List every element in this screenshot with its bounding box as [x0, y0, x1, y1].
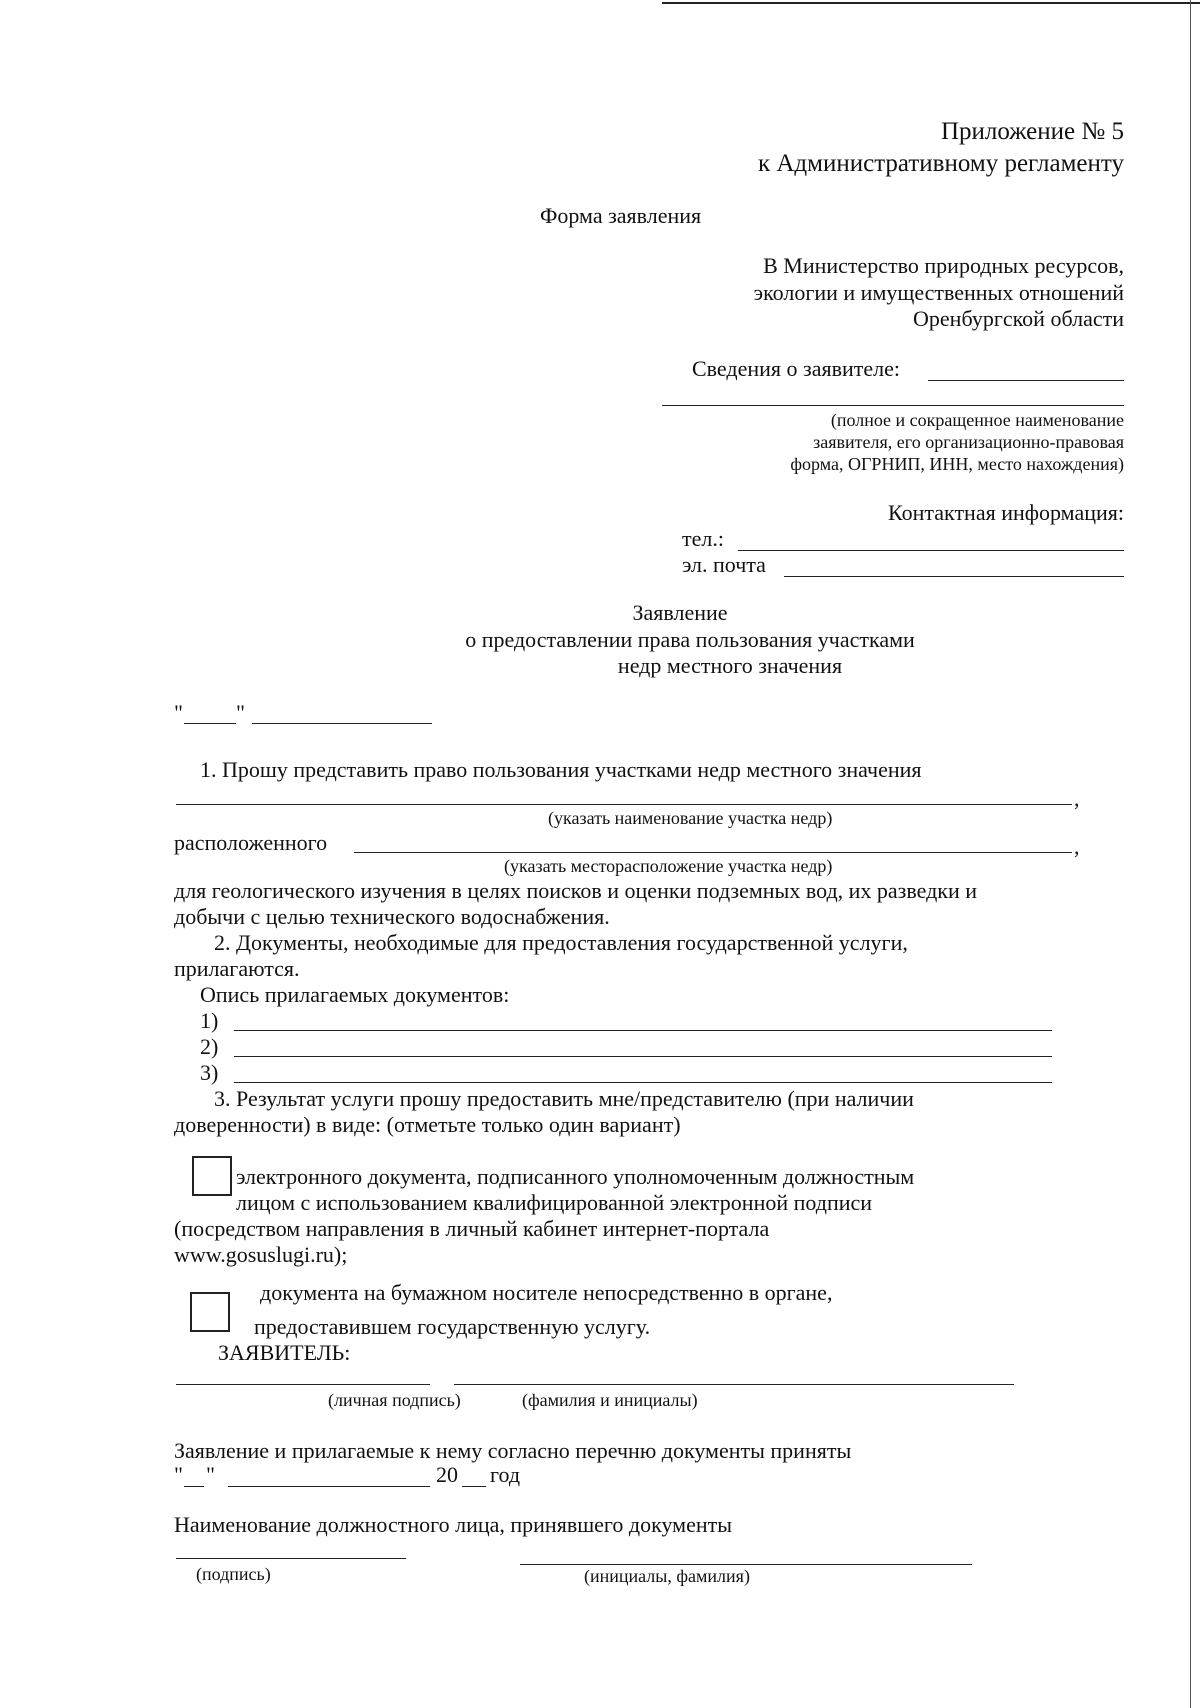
- date-day-line[interactable]: [184, 723, 236, 724]
- doc-line-3[interactable]: [234, 1082, 1052, 1083]
- official-signature-hint: (подпись): [196, 1564, 271, 1584]
- located-label: расположенного: [174, 830, 328, 855]
- accepted-day-line[interactable]: [184, 1486, 204, 1487]
- inventory-label: Опись прилагаемых документов:: [200, 982, 510, 1007]
- contact-label: Контактная информация:: [888, 500, 1124, 525]
- date-quote-open: ": [174, 700, 183, 725]
- top-border-line: [662, 2, 1200, 4]
- accepted-year-suffix: год: [490, 1462, 521, 1487]
- doc-number-3: 3): [200, 1060, 219, 1085]
- statement-title: Заявление: [632, 600, 728, 625]
- item1-text: 1. Прошу представить право пользования участками недр местного значения: [200, 757, 922, 782]
- purpose-line2: добычи с целью технического водоснабжения.: [174, 904, 610, 929]
- applicant-name-line[interactable]: [454, 1384, 1014, 1385]
- site-location-hint: (указать месторасположение участка недр): [504, 856, 833, 876]
- official-signature-line[interactable]: [176, 1558, 406, 1559]
- item1-comma1: ,: [1074, 786, 1080, 811]
- official-name-hint: (инициалы, фамилия): [584, 1566, 750, 1586]
- item2-text-line1: 2. Документы, необходимые для предоставления государственной услуги,: [214, 930, 908, 955]
- paper-option-checkbox[interactable]: [190, 1292, 230, 1332]
- accepted-text: Заявление и прилагаемые к нему согласно перечню документы приняты: [174, 1438, 852, 1463]
- email-field-line[interactable]: [784, 576, 1124, 577]
- applicant-signature-label: ЗАЯВИТЕЛЬ:: [218, 1340, 351, 1365]
- official-name-line[interactable]: [520, 1564, 972, 1565]
- paper-option-line1: документа на бумажном носителе непосредственно в органе,: [260, 1280, 833, 1305]
- email-label: эл. почта: [682, 552, 766, 577]
- purpose-line1: для геологического изучения в целях поисков и оценки подземных вод, их разведки и: [174, 878, 978, 903]
- statement-subtitle-line2: недр местного значения: [617, 653, 843, 678]
- site-location-line[interactable]: [354, 852, 1072, 853]
- statement-subtitle-line1: о предоставлении права пользования участками: [465, 627, 915, 652]
- site-name-line[interactable]: [176, 804, 1072, 805]
- accepted-quote-open: ": [174, 1462, 183, 1487]
- accepted-quote-close: ": [206, 1462, 215, 1487]
- accepted-year: 20: [436, 1462, 458, 1487]
- applicant-name-hint: (фамилия и инициалы): [522, 1390, 698, 1410]
- doc-line-1[interactable]: [234, 1030, 1052, 1031]
- accepted-year-line[interactable]: [462, 1486, 486, 1487]
- regulation-reference: к Административному регламенту: [757, 150, 1124, 177]
- applicant-hint-line2: заявителя, его организационно-правовая: [813, 432, 1124, 452]
- phone-field-line[interactable]: [738, 550, 1124, 551]
- item1-comma2: ,: [1074, 834, 1080, 859]
- accepted-month-line[interactable]: [228, 1486, 430, 1487]
- applicant-field-line[interactable]: [928, 380, 1124, 381]
- right-border-line: [1190, 0, 1191, 1708]
- date-month-line[interactable]: [252, 723, 432, 724]
- official-text: Наименование должностного лица, принявшего документы: [174, 1512, 733, 1537]
- doc-line-2[interactable]: [234, 1056, 1052, 1057]
- applicant-hint-line3: форма, ОГРНИП, ИНН, место нахождения): [790, 454, 1124, 474]
- addressee-line3: Оренбургской области: [913, 306, 1124, 331]
- item3-text-line1: 3. Результат услуги прошу предоставить мне/представителю (при наличии: [214, 1086, 914, 1111]
- addressee-line1: В Министерство природных ресурсов,: [763, 253, 1124, 278]
- paper-option-line2: предоставившем государственную услугу.: [254, 1314, 651, 1339]
- date-quote-close: ": [236, 700, 245, 725]
- phone-label: тел.:: [682, 526, 724, 551]
- doc-number-2: 2): [200, 1034, 219, 1059]
- electronic-option-line4: www.gosuslugi.ru);: [174, 1242, 348, 1267]
- site-name-hint: (указать наименование участка недр): [548, 808, 833, 828]
- applicant-signature-hint: (личная подпись): [328, 1390, 461, 1410]
- applicant-field-line-2[interactable]: [662, 405, 1124, 406]
- electronic-option-line3: (посредством направления в личный кабинет интернет-портала: [174, 1216, 770, 1241]
- electronic-option-line2: лицом с использованием квалифицированной электронной подписи: [236, 1190, 873, 1215]
- appendix-number: Приложение № 5: [940, 118, 1124, 145]
- applicant-signature-line[interactable]: [176, 1384, 430, 1385]
- electronic-option-checkbox[interactable]: [192, 1156, 232, 1196]
- item3-text-line2: доверенности) в виде: (отметьте только один вариант): [174, 1112, 681, 1137]
- form-title: Форма заявления: [540, 203, 702, 228]
- applicant-hint-line1: (полное и сокращенное наименование: [830, 410, 1124, 430]
- item2-text-line2: прилагаются.: [174, 956, 300, 981]
- electronic-option-line1: электронного документа, подписанного уполномоченным должностным: [236, 1164, 915, 1189]
- doc-number-1: 1): [200, 1008, 219, 1033]
- applicant-label: Сведения о заявителе:: [692, 356, 901, 381]
- addressee-line2: экологии и имущественных отношений: [753, 280, 1124, 305]
